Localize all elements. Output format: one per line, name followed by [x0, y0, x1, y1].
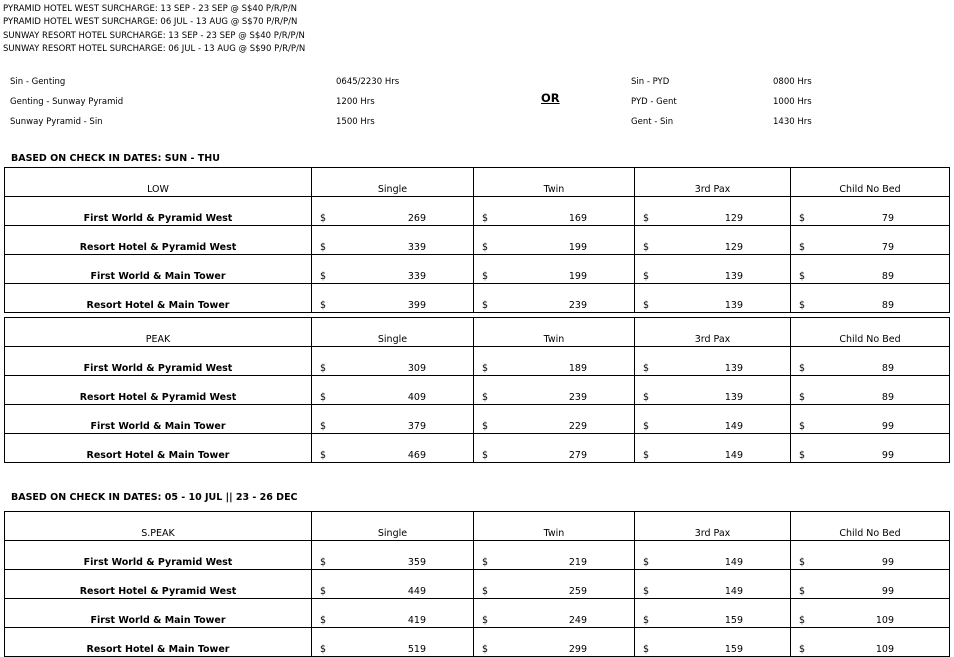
schedule-route: Sunway Pyramid - Sin	[10, 117, 103, 127]
hotel-combination: Resort Hotel & Pyramid West	[5, 376, 312, 405]
table-row	[5, 599, 950, 628]
currency-symbol: $	[320, 392, 327, 403]
currency-symbol: $	[643, 271, 650, 282]
hotel-combination: Resort Hotel & Main Tower	[5, 628, 312, 657]
schedule-a-times	[336, 72, 399, 132]
schedule-route: Sin - PYD	[631, 77, 670, 87]
schedule-route: PYD - Gent	[631, 97, 677, 107]
currency-symbol: $	[482, 363, 489, 374]
col-header-twin: Twin	[474, 512, 635, 541]
price-value: 79	[881, 213, 894, 224]
currency-symbol: $	[482, 242, 489, 253]
price-value: 149	[724, 450, 743, 461]
price-cell	[791, 226, 950, 255]
price-value: 199	[568, 271, 587, 282]
currency-symbol: $	[320, 300, 327, 311]
currency-symbol: $	[643, 586, 650, 597]
currency-symbol: $	[799, 644, 806, 655]
price-cell	[635, 570, 791, 599]
surcharge-line: PYRAMID HOTEL WEST SURCHARGE: 13 SEP - 23 SEP @ S$40 P/R/P/N	[3, 4, 298, 14]
currency-symbol: $	[799, 557, 806, 568]
price-cell	[474, 347, 635, 376]
currency-symbol: $	[482, 392, 489, 403]
price-cell	[791, 541, 950, 570]
price-value: 89	[881, 363, 894, 374]
price-cell	[312, 599, 474, 628]
price-cell	[312, 376, 474, 405]
price-cell	[312, 284, 474, 313]
currency-symbol: $	[320, 586, 327, 597]
price-value: 469	[407, 450, 426, 461]
season-header: PEAK	[5, 318, 312, 347]
price-value: 219	[568, 557, 587, 568]
price-value: 239	[568, 300, 587, 311]
col-header-child-no-bed: Child No Bed	[791, 168, 950, 197]
currency-symbol: $	[643, 450, 650, 461]
price-value: 449	[407, 586, 426, 597]
currency-symbol: $	[799, 242, 806, 253]
season-header: S.PEAK	[5, 512, 312, 541]
price-value: 199	[568, 242, 587, 253]
currency-symbol: $	[320, 644, 327, 655]
price-cell	[312, 541, 474, 570]
table-row	[5, 226, 950, 255]
price-cell	[635, 376, 791, 405]
currency-symbol: $	[799, 615, 806, 626]
price-cell	[791, 197, 950, 226]
price-cell	[635, 628, 791, 657]
surcharge-notes	[3, 3, 305, 57]
price-cell	[635, 347, 791, 376]
price-value: 339	[407, 242, 426, 253]
price-value: 399	[407, 300, 426, 311]
currency-symbol: $	[799, 363, 806, 374]
schedule-time: 1430 Hrs	[773, 117, 812, 127]
price-cell	[474, 541, 635, 570]
table-header-row	[5, 512, 950, 541]
price-value: 379	[407, 421, 426, 432]
price-value: 109	[875, 644, 894, 655]
price-cell	[312, 255, 474, 284]
price-value: 519	[407, 644, 426, 655]
price-cell	[635, 226, 791, 255]
price-cell	[312, 347, 474, 376]
currency-symbol: $	[643, 615, 650, 626]
price-value: 169	[568, 213, 587, 224]
price-value: 99	[881, 421, 894, 432]
section-title-special-dates: BASED ON CHECK IN DATES: 05 - 10 JUL || 23 - 26 DEC	[11, 492, 298, 503]
currency-symbol: $	[643, 392, 650, 403]
surcharge-line: SUNWAY RESORT HOTEL SURCHARGE: 13 SEP - 23 SEP @ S$40 P/R/P/N	[3, 30, 305, 41]
surcharge-line: SUNWAY RESORT HOTEL SURCHARGE: 06 JUL - 13 AUG @ S$90 P/R/P/N	[3, 44, 306, 55]
price-cell	[312, 434, 474, 463]
price-cell	[791, 284, 950, 313]
price-value: 149	[724, 421, 743, 432]
currency-symbol: $	[320, 213, 327, 224]
price-value: 259	[568, 586, 587, 597]
price-cell	[312, 628, 474, 657]
col-header-child-no-bed: Child No Bed	[791, 512, 950, 541]
schedule-b-times	[773, 72, 812, 132]
hotel-combination: First World & Pyramid West	[5, 347, 312, 376]
price-value: 149	[724, 557, 743, 568]
currency-symbol: $	[320, 242, 327, 253]
price-cell	[791, 570, 950, 599]
currency-symbol: $	[482, 586, 489, 597]
price-value: 129	[724, 242, 743, 253]
col-header-twin: Twin	[474, 318, 635, 347]
currency-symbol: $	[320, 271, 327, 282]
col-header-3rd-pax: 3rd Pax	[635, 168, 791, 197]
hotel-combination: Resort Hotel & Pyramid West	[5, 226, 312, 255]
currency-symbol: $	[482, 213, 489, 224]
price-value: 249	[568, 615, 587, 626]
price-cell	[474, 599, 635, 628]
table-row	[5, 197, 950, 226]
price-value: 79	[881, 242, 894, 253]
price-value: 309	[407, 363, 426, 374]
currency-symbol: $	[799, 586, 806, 597]
col-header-single: Single	[312, 512, 474, 541]
table-row	[5, 376, 950, 405]
price-cell	[474, 570, 635, 599]
price-cell	[635, 197, 791, 226]
col-header-3rd-pax: 3rd Pax	[635, 512, 791, 541]
price-value: 99	[881, 586, 894, 597]
currency-symbol: $	[643, 363, 650, 374]
currency-symbol: $	[799, 421, 806, 432]
price-value: 99	[881, 450, 894, 461]
price-cell	[791, 376, 950, 405]
currency-symbol: $	[643, 300, 650, 311]
hotel-combination: First World & Pyramid West	[5, 197, 312, 226]
price-value: 229	[568, 421, 587, 432]
price-value: 239	[568, 392, 587, 403]
price-value: 129	[724, 213, 743, 224]
schedule-route: Gent - Sin	[631, 117, 674, 127]
price-value: 109	[875, 615, 894, 626]
schedule-b-routes	[631, 72, 677, 132]
price-cell	[474, 284, 635, 313]
price-value: 299	[568, 644, 587, 655]
price-cell	[312, 405, 474, 434]
hotel-combination: First World & Main Tower	[5, 599, 312, 628]
price-value: 359	[407, 557, 426, 568]
price-value: 139	[724, 392, 743, 403]
col-header-single: Single	[312, 168, 474, 197]
currency-symbol: $	[799, 392, 806, 403]
price-value: 269	[407, 213, 426, 224]
col-header-twin: Twin	[474, 168, 635, 197]
currency-symbol: $	[643, 557, 650, 568]
schedule-a-routes	[10, 72, 123, 132]
price-cell	[791, 347, 950, 376]
currency-symbol: $	[799, 271, 806, 282]
hotel-combination: Resort Hotel & Main Tower	[5, 284, 312, 313]
col-header-child-no-bed: Child No Bed	[791, 318, 950, 347]
rate-table-super-peak	[4, 511, 950, 657]
price-value: 159	[724, 644, 743, 655]
table-header-row	[5, 168, 950, 197]
price-cell	[312, 570, 474, 599]
price-value: 339	[407, 271, 426, 282]
price-cell	[474, 628, 635, 657]
currency-symbol: $	[482, 557, 489, 568]
table-row	[5, 284, 950, 313]
price-cell	[474, 405, 635, 434]
price-cell	[791, 255, 950, 284]
currency-symbol: $	[643, 421, 650, 432]
col-header-single: Single	[312, 318, 474, 347]
currency-symbol: $	[643, 213, 650, 224]
hotel-combination: First World & Main Tower	[5, 405, 312, 434]
schedule-time: 1200 Hrs	[336, 97, 375, 107]
price-cell	[635, 541, 791, 570]
price-value: 279	[568, 450, 587, 461]
price-value: 149	[724, 586, 743, 597]
price-value: 189	[568, 363, 587, 374]
price-cell	[791, 599, 950, 628]
table-row	[5, 541, 950, 570]
price-cell	[312, 197, 474, 226]
price-value: 159	[724, 615, 743, 626]
or-label: OR	[541, 91, 560, 105]
price-cell	[791, 405, 950, 434]
price-cell	[635, 599, 791, 628]
price-value: 139	[724, 271, 743, 282]
currency-symbol: $	[482, 271, 489, 282]
currency-symbol: $	[320, 421, 327, 432]
currency-symbol: $	[482, 421, 489, 432]
schedule-route: Sin - Genting	[10, 77, 66, 87]
section-title-sun-thu: BASED ON CHECK IN DATES: SUN - THU	[11, 153, 220, 164]
schedule-time: 0645/2230 Hrs	[336, 77, 400, 87]
currency-symbol: $	[320, 450, 327, 461]
season-header: LOW	[5, 168, 312, 197]
table-row	[5, 255, 950, 284]
schedule-time: 1500 Hrs	[336, 117, 375, 127]
price-value: 89	[881, 300, 894, 311]
col-header-3rd-pax: 3rd Pax	[635, 318, 791, 347]
currency-symbol: $	[799, 213, 806, 224]
table-row	[5, 434, 950, 463]
price-cell	[791, 628, 950, 657]
currency-symbol: $	[320, 557, 327, 568]
table-row	[5, 405, 950, 434]
surcharge-line: PYRAMID HOTEL WEST SURCHARGE: 06 JUL - 13 AUG @ S$70 P/R/P/N	[3, 17, 298, 28]
price-cell	[635, 284, 791, 313]
price-cell	[312, 226, 474, 255]
hotel-combination: First World & Pyramid West	[5, 541, 312, 570]
schedule-route: Genting - Sunway Pyramid	[10, 97, 124, 107]
price-value: 419	[407, 615, 426, 626]
schedule-time: 0800 Hrs	[773, 77, 812, 87]
rate-table-low	[4, 167, 950, 313]
currency-symbol: $	[799, 450, 806, 461]
price-cell	[635, 405, 791, 434]
price-value: 139	[724, 300, 743, 311]
price-cell	[791, 434, 950, 463]
price-cell	[474, 255, 635, 284]
table-row	[5, 628, 950, 657]
hotel-combination: Resort Hotel & Pyramid West	[5, 570, 312, 599]
hotel-combination: First World & Main Tower	[5, 255, 312, 284]
price-value: 139	[724, 363, 743, 374]
currency-symbol: $	[482, 450, 489, 461]
hotel-combination: Resort Hotel & Main Tower	[5, 434, 312, 463]
price-cell	[635, 255, 791, 284]
schedule-time: 1000 Hrs	[773, 97, 812, 107]
table-row	[5, 570, 950, 599]
price-cell	[474, 226, 635, 255]
price-cell	[635, 434, 791, 463]
price-cell	[474, 434, 635, 463]
table-header-row	[5, 318, 950, 347]
price-value: 89	[881, 271, 894, 282]
price-value: 99	[881, 557, 894, 568]
price-value: 409	[407, 392, 426, 403]
price-value: 89	[881, 392, 894, 403]
currency-symbol: $	[320, 363, 327, 374]
price-cell	[474, 376, 635, 405]
table-row	[5, 347, 950, 376]
rate-table-peak	[4, 317, 950, 463]
currency-symbol: $	[643, 242, 650, 253]
currency-symbol: $	[799, 300, 806, 311]
currency-symbol: $	[320, 615, 327, 626]
currency-symbol: $	[482, 644, 489, 655]
currency-symbol: $	[482, 615, 489, 626]
currency-symbol: $	[643, 644, 650, 655]
currency-symbol: $	[482, 300, 489, 311]
price-cell	[474, 197, 635, 226]
